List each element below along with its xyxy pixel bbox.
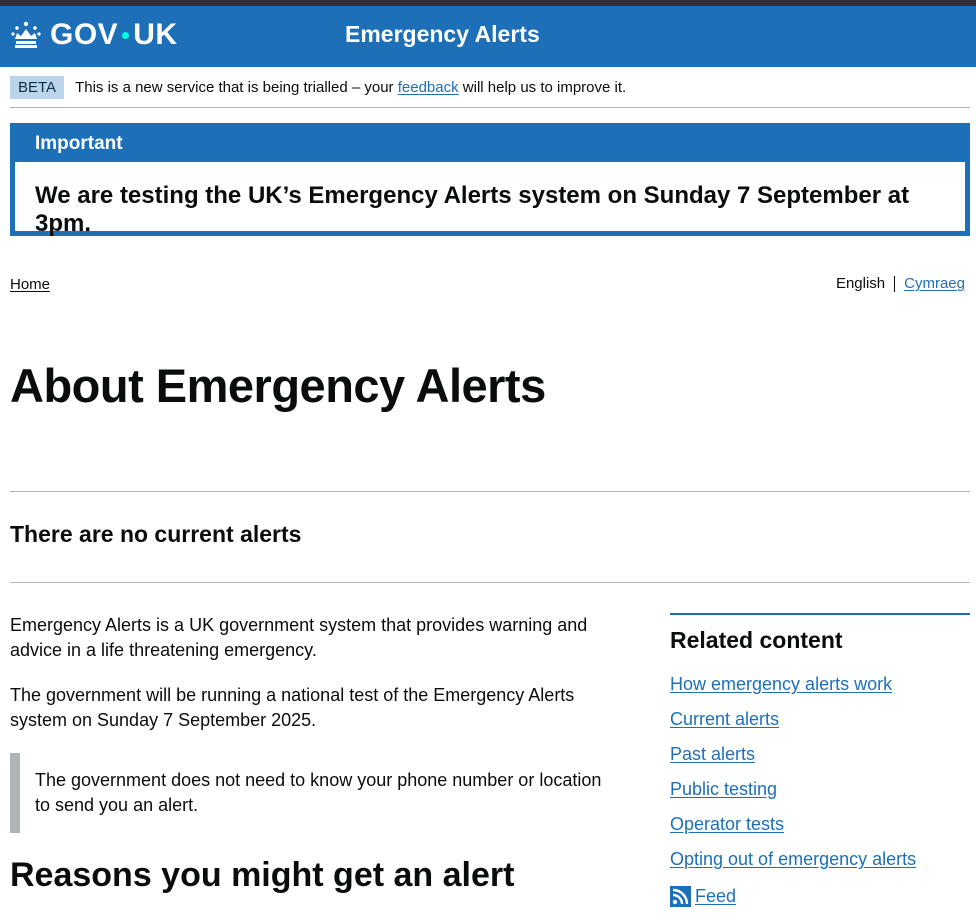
language-separator [894, 276, 895, 292]
related-item-opting-out [670, 849, 970, 874]
related-link-opting-out[interactable]: Opting out of emergency alerts [670, 849, 917, 869]
related-link-how-alerts-work[interactable]: How emergency alerts work [670, 674, 893, 694]
phase-text-before: This is a new service that is being trialled – your [75, 78, 398, 96]
logo-wordmark [50, 18, 178, 52]
logo-dot [122, 32, 129, 39]
intro-paragraph: Emergency Alerts is a UK government system that provides warning and advice in a life threatening emergency. [10, 615, 588, 660]
feedback-link[interactable]: feedback [397, 78, 459, 96]
section-divider-bottom [10, 582, 970, 583]
important-banner [10, 123, 970, 236]
rss-icon [670, 886, 691, 907]
related-links-list [670, 674, 970, 909]
current-alerts-status: There are no current alerts [10, 521, 302, 547]
site-header [0, 6, 976, 67]
beta-tag: BETA [10, 76, 64, 99]
main-content [10, 613, 620, 894]
related-item-current-alerts [670, 709, 970, 734]
breadcrumb-home-link[interactable]: Home [10, 276, 51, 293]
crown-icon [10, 19, 42, 51]
banner-message: We are testing the UK’s Emergency Alerts system on Sunday 7 September at 3pm. [35, 182, 910, 237]
service-name-link[interactable]: Emergency Alerts [345, 21, 540, 47]
phase-text [75, 79, 626, 96]
feed-link[interactable]: Feed [695, 886, 737, 906]
related-link-operator-tests[interactable]: Operator tests [670, 814, 785, 834]
language-cymraeg-link[interactable]: Cymraeg [904, 275, 965, 292]
related-link-public-testing[interactable]: Public testing [670, 779, 778, 799]
language-current: English [835, 275, 886, 292]
phase-banner [10, 67, 970, 108]
govuk-logo-link[interactable] [10, 18, 178, 52]
logo-text-gov: GOV [50, 18, 119, 51]
related-item-public-testing [670, 779, 970, 804]
related-item-how-alerts-work [670, 674, 970, 699]
related-item-past-alerts [670, 744, 970, 769]
test-paragraph: The government will be running a national test of the Emergency Alerts system on Sunday 7 September 2025. [10, 685, 575, 730]
logo-text-uk: UK [133, 18, 178, 51]
page-title: About Emergency Alerts [10, 359, 546, 412]
related-item-operator-tests [670, 814, 970, 839]
section-divider-top [10, 491, 970, 492]
related-content [670, 613, 970, 919]
banner-title: Important [15, 128, 965, 162]
related-item-feed [670, 884, 970, 909]
related-content-title: Related content [670, 627, 843, 653]
related-link-current-alerts[interactable]: Current alerts [670, 709, 780, 729]
phase-text-after: will help us to improve it. [458, 78, 627, 96]
reasons-heading: Reasons you might get an alert [10, 856, 515, 894]
breadcrumb [10, 276, 50, 293]
related-link-past-alerts[interactable]: Past alerts [670, 744, 756, 764]
inset-text: The government does not need to know your phone number or location to send you an alert. [10, 753, 620, 833]
language-switcher [836, 275, 965, 292]
